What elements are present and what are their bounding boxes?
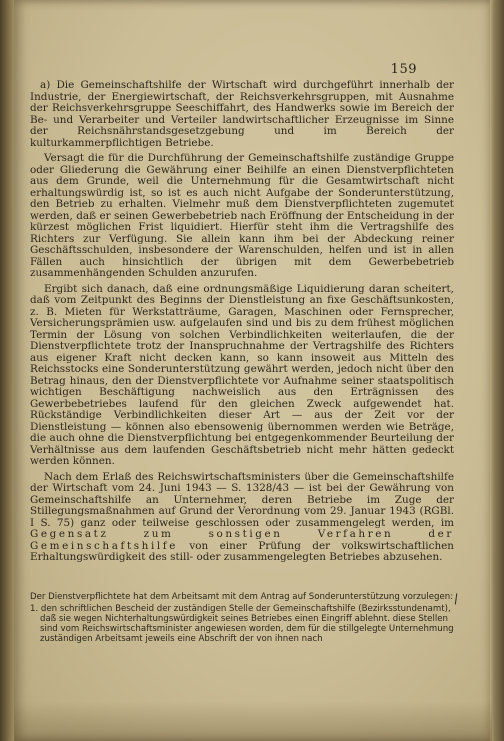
paragraph bbox=[30, 80, 454, 149]
paragraph-text: Ergibt sich danach, daß eine ordnungsmäßige Liquidierung daran scheitert, daß vom Zeitpunkt des Beginns der Dienstleistung an fixe Geschäftsunkosten, z. B. Mieten für Werkstatträume, Garagen, Maschinen oder Fernsprecher, Versicherungsprämien usw. aufgelaufen sind und bis zu dem frühest möglichen Termin der Lösung von solchen Verbindlichkeiten weiterlaufen, die der Dienstverpflichtete trotz der Inanspruchnahme der Vertragshilfe des Richters aus eigener Kraft nicht decken kann, so kann insoweit aus Mitteln des Reichsstocks eine Sonderunterstützung gewährt werden, jedoch nicht über den Betrag hinaus, den der Dienstverpflichtete vor Aufnahme seiner staatspolitisch wichtigen Beschäftigung nachweislich aus den Erträgnissen des Gewerbebetriebes laufend für den gleichen Zweck aufgewendet hat. Rückständige Verbindlichkeiten dieser Art — aus der Zeit vor der Dienstleistung — können also ebensowenig übernommen werden wie Beträge, die auch ohne die Dienstverpflichtung bei entgegenkommender Beurteilung der Verhältnisse aus dem laufenden Geschäftsbetrieb nicht mehr hätten gedeckt werden können. bbox=[30, 282, 454, 467]
paragraph-text: a) Die Gemeinschaftshilfe der Wirtschaft wird durchgeführt innerhalb der Industrie, der Energiewirtschaft, der Reichsverkehrsgruppen, mit Ausnahme der Reichsverkehrsgruppe Seeschiffahrt, des Handwerks sowie im Bereich der Be- und Verarbeiter und Verteiler landwirtschaftlicher Erzeugnisse im Sinne der Reichsnährstandsgesetzgebung und im Bereich der kulturkammerpflichtigen Betriebe. bbox=[30, 79, 454, 149]
footnote-item: 1. den schriftlichen Bescheid der zuständigen Stelle der Gemeinschaftshilfe (Bezirksstundenamt), daß sie wegen Nichterhaltungswürdigkeit seines Betriebes einen Eingriff ablehnt. diese Stellen sind vom Reichswirtschaftsminister angewiesen worden, dem für die stillgelegte Unternehmung zuständigen Arbeitsamt jeweils eine Abschrift der von ihnen nach bbox=[30, 604, 454, 644]
paragraph-text: von einer Prüfung der volkswirtschaftlichen Erhaltungswürdigkeit des still- oder zusammengelegten Betriebes abzusehen. bbox=[30, 539, 454, 563]
emphasized-text: Gegensatz zum sonstigen Verfahren der Gemeinschaftshilfe bbox=[30, 528, 454, 552]
paragraph bbox=[30, 284, 454, 468]
body-text bbox=[30, 80, 454, 568]
page-edge bbox=[490, 0, 504, 741]
footnote-intro: Der Dienstverpflichtete hat dem Arbeitsamt mit dem Antrag auf Sonderunterstützung vorzulegen: bbox=[30, 592, 454, 602]
page-bottom-shadow bbox=[14, 701, 492, 741]
footnotes bbox=[30, 592, 454, 644]
margin-mark: / bbox=[452, 591, 460, 608]
paragraph-text: Nach dem Erlaß des Reichswirtschaftsministers über die Gemeinschaftshilfe der Wirtschaft vom 24. Juni 1943 — S. 1328/43 — ist bei der Gewährung von Gemeinschaftshilfe an Unternehmer, deren Betriebe im Zuge der Stillegungsmaßnahmen auf Grund der Verordnung vom 29. Januar 1943 (RGBl. I S. 75) ganz oder teilweise geschlossen oder zusammengelegt werden, im bbox=[30, 470, 454, 529]
page-number: 159 bbox=[390, 62, 417, 77]
paragraph bbox=[30, 472, 454, 564]
paragraph bbox=[30, 153, 454, 280]
paragraph-text: Versagt die für die Durchführung der Gemeinschaftshilfe zuständige Gruppe oder Gliederung die Gewährung einer Beihilfe an einen Dienstverpflichteten aus dem Grunde, weil die Unternehmung für die Gesamtwirtschaft nicht erhaltungswürdig ist, so ist es auch nicht Aufgabe der Sonderunterstützung, den Betrieb zu erhalten. Vielmehr muß dem Dienstverpflichteten zugemutet werden, daß er seinen Gewerbebetrieb nach Eröffnung der Entscheidung in der kürzest möglichen Frist liquidiert. Hierfür steht ihm die Vertragshilfe des Richters zur Verfügung. Sie allein kann ihm bei der Abdeckung reiner Geschäftsschulden, insbesondere der Warenschulden, helfen und ist in allen Fällen auch hinsichtlich der übrigen mit dem Gewerbebetrieb zusammenhängenden Schulden anzurufen. bbox=[30, 152, 454, 279]
